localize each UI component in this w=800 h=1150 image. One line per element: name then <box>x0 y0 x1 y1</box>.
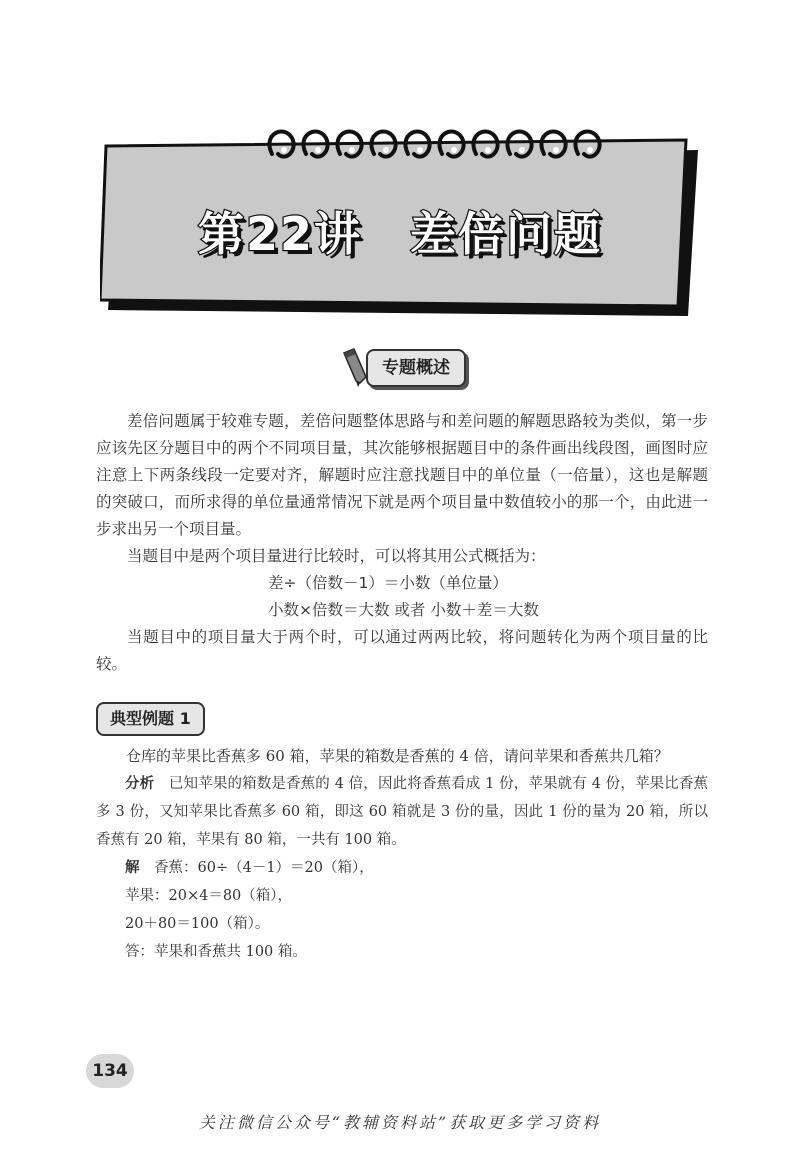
example-analysis <box>96 770 708 854</box>
overview-tag: 专题概述 <box>366 349 466 387</box>
solution-line-3: 20＋80＝100（箱）。 <box>125 916 270 932</box>
example-question: 仓库的苹果比香蕉多 60 箱，苹果的箱数是香蕉的 4 倍，请问苹果和香蕉共几箱？ <box>126 747 669 765</box>
solution-text-1: 香蕉：60÷（4－1）＝20（箱）， <box>154 860 374 876</box>
analysis-label: 分析 <box>125 776 155 792</box>
overview-paragraph-2: 当题目中是两个项目量进行比较时，可以将其用公式概括为： <box>127 547 546 565</box>
example-content <box>96 742 708 966</box>
page-number: 134 <box>86 1054 134 1088</box>
analysis-text: 已知苹果的箱数是香蕉的 4 倍，因此将香蕉看成 1 份，苹果就有 4 份，苹果比香蕉多 3 份，又知苹果比香蕉多 60 箱，即这 60 箱就是 3 份的量，因此 1 份的量为 20 箱，所以香蕉有 20 箱，苹果有 80 箱，一共有 100 箱。 <box>96 776 709 848</box>
chapter-banner <box>100 120 700 320</box>
overview-paragraph-1: 差倍问题属于较难专题，差倍问题整体思路与和差问题的解题思路较为类似，第一步应该先区分题目中的两个不同项目量，其次能够根据题目中的条件画出线段图，画图时应注意上下两条线段一定要对齐，解题时应注意找题目中的单位量（一倍量），这也是解题的突破口，而所求得的单位量通常情况下就是两个项目量中数值较小的那一个，由此进一步求出另一个项目量。 <box>96 412 708 538</box>
solution-line-2: 苹果：20×4＝80（箱）， <box>125 888 293 904</box>
chapter-title: 第22讲 差倍问题 <box>197 207 602 261</box>
solution-answer: 答：苹果和香蕉共 100 箱。 <box>125 944 307 960</box>
footer-note: 关注微信公众号“教辅资料站”获取更多学习资料 <box>198 1113 602 1132</box>
overview-text <box>96 408 708 678</box>
example-tag: 典型例题 1 <box>96 702 205 736</box>
solution-label: 解 <box>125 860 140 876</box>
overview-paragraph-3: 当题目中的项目量大于两个时，可以通过两两比较，将问题转化为两个项目量的比较。 <box>96 628 708 673</box>
formula-2: 小数×倍数＝大数 或者 小数＋差＝大数 <box>268 601 539 619</box>
formula-1: 差÷（倍数－1）＝小数（单位量） <box>268 574 508 592</box>
solution-line-1 <box>96 854 708 882</box>
